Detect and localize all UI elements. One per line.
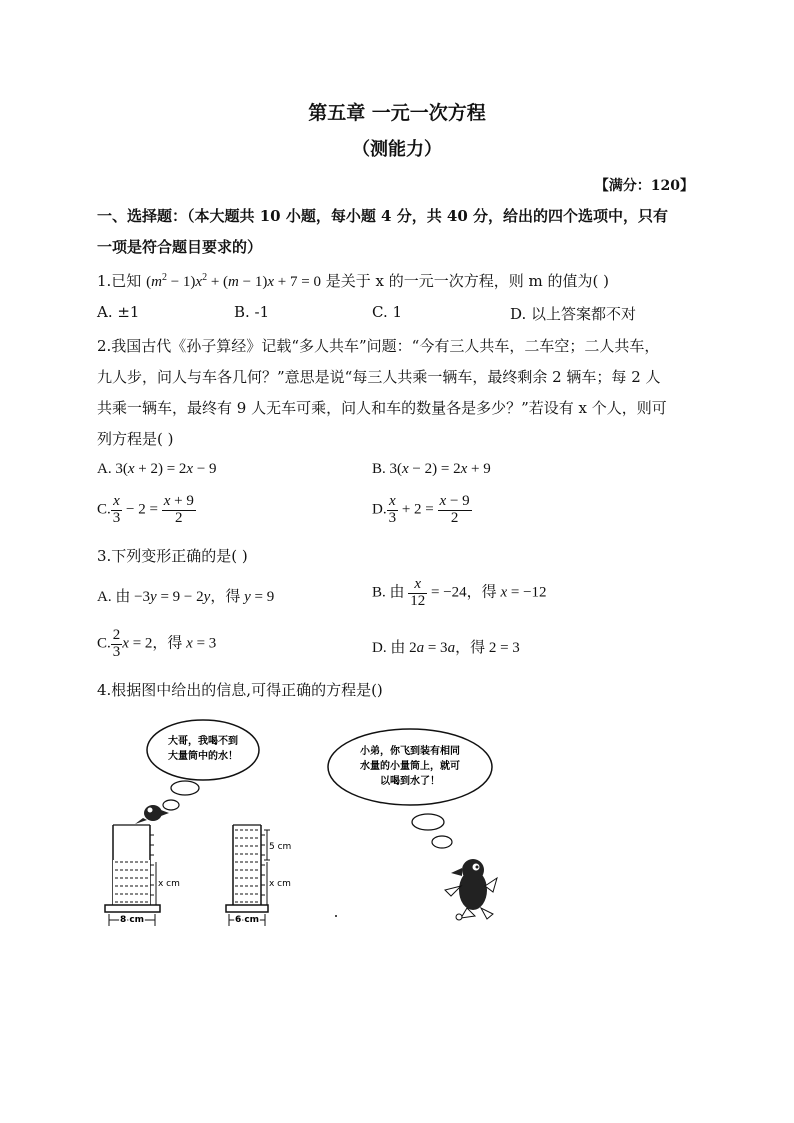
q2-option-b: B. 3(x − 2) = 2x + 9 [372, 461, 491, 477]
q3-option-b: B. 由 $\frac{x}{12}$ = −24，得 x = −12 [372, 576, 547, 609]
q4-illustration [95, 710, 515, 935]
bubble-right-text-2: 水量的小量筒上，就可 [360, 761, 460, 772]
question-4: 4.根据图中给出的信息,可得正确的方程是() [97, 681, 383, 699]
cylinder-left-height: x cm [158, 879, 180, 889]
q1-option-b: B. -1 [234, 303, 270, 321]
bubble-left-text-2: 大量筒中的水！ [168, 751, 238, 762]
q2-option-d: D. $\frac{x}{3}$ + 2 = $\frac{x - 9}{2}$ [372, 493, 470, 526]
question-3: 3.下列变形正确的是( ) [97, 547, 248, 565]
bird-large-icon [445, 859, 497, 920]
q3-option-d: D. 由 2a = 3a，得 2 = 3 [372, 640, 520, 656]
q3-option-a: A. 由 −3y = 9 − 2y，得 y = 9 [97, 589, 275, 605]
score-label: 【满分：120】 [594, 178, 694, 194]
bubble-right-text-3: 以喝到水了！ [380, 776, 440, 787]
cylinder-right-width: 6 cm [234, 915, 260, 925]
bubble-left-text-1: 大哥，我喝不到 [168, 736, 238, 747]
question-2-line-1: 2.我国古代《孙子算经》记载“多人共车”问题：“今有三人共车，二车空；二人共车， [97, 337, 660, 355]
question-2-line-4: 列方程是( ) [97, 430, 174, 448]
page-title: 第五章 一元一次方程 [308, 102, 486, 124]
q2-option-a: A. 3(x + 2) = 2x − 9 [97, 461, 217, 477]
q3-option-c: C. $\frac{2}{3}$ x = 2，得 x = 3 [97, 627, 217, 660]
cylinder-left [105, 825, 180, 926]
bubble-left [147, 720, 259, 780]
q1-option-c: C. 1 [372, 303, 403, 321]
question-2-line-2: 九人步，问人与车各几何？”意思是说“每三人共乘一辆车，最终剩余 2 辆车；每 2 人 [97, 368, 661, 386]
question-2-line-3: 共乘一辆车，最终有 9 人无车可乘，问人和车的数量各是多少？”若设有 x 个人，则可 [97, 399, 667, 417]
bubble-right-text-1: 小弟，你飞到装有相同 [360, 746, 460, 757]
q1-option-d: D. 以上答案都不对 [510, 305, 637, 323]
section-heading-cont: 一项是符合题目要求的） [97, 238, 263, 256]
cylinder-right-top: 5 cm [269, 842, 292, 852]
q1-option-a: A. ±1 [97, 303, 140, 321]
page-subtitle: （测能力） [352, 139, 442, 160]
section-heading: 一、选择题：（本大题共 10 小题，每小题 4 分，共 40 分，给出的四个选项中，只有 [97, 207, 669, 225]
q1-equation: $(m^2 - 1)x^2 + (m - 1)x + 7 = 0$ [146, 272, 321, 290]
cylinder-right [226, 825, 291, 926]
q2-option-c: C. $\frac{x}{3}$ − 2 = $\frac{x + 9}{2}$ [97, 493, 194, 526]
q1-prefix: 1.已知 [97, 272, 142, 290]
question-1 [97, 270, 609, 291]
cylinder-right-height: x cm [269, 879, 291, 889]
cylinder-left-width: 8 cm [119, 915, 145, 925]
q1-suffix: 是关于 x 的一元一次方程，则 m 的值为( ) [325, 272, 609, 290]
